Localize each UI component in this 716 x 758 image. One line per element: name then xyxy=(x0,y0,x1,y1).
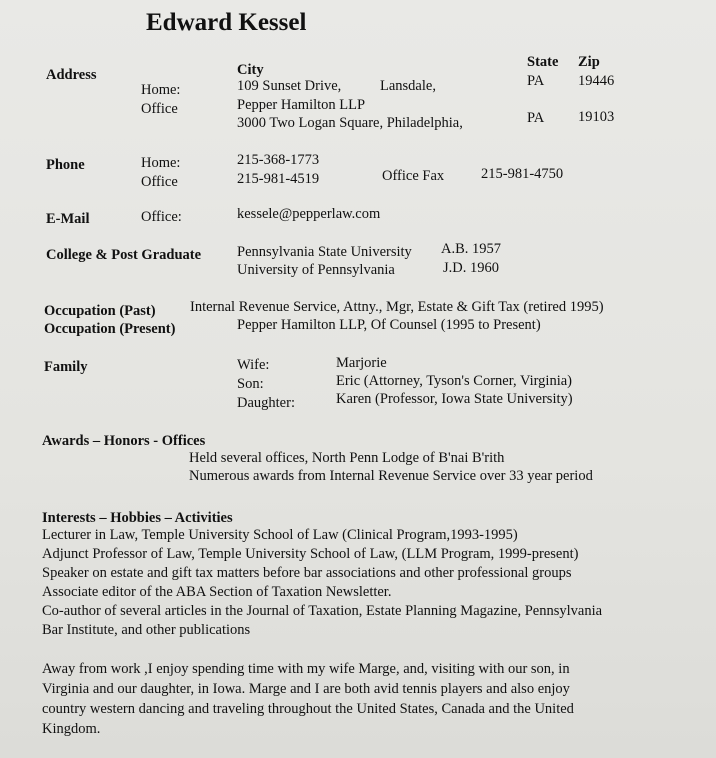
family-wife-label: Wife: xyxy=(237,357,270,373)
personal-line: Virginia and our daughter, in Iowa. Marge and I are both avid tennis players and also enjoy xyxy=(42,681,570,697)
family-wife-value: Marjorie xyxy=(336,355,387,371)
personal-line: Away from work ,I enjoy spending time with my wife Marge, and, visiting with our son, in xyxy=(42,661,570,677)
address-home-label: Home: xyxy=(141,82,181,98)
education-label: College & Post Graduate xyxy=(46,247,202,263)
address-home-zip: 19446 xyxy=(578,73,615,89)
education-school-1: Pennsylvania State University xyxy=(237,244,412,260)
address-home-city: Lansdale, xyxy=(380,78,436,94)
phone-office-number: 215-981-4519 xyxy=(237,171,320,187)
office-fax-number: 215-981-4750 xyxy=(481,166,564,182)
address-office-state: PA xyxy=(527,110,545,126)
education-degree-2: J.D. 1960 xyxy=(443,260,499,276)
family-label: Family xyxy=(44,359,88,375)
family-son-value: Eric (Attorney, Tyson's Corner, Virginia) xyxy=(336,373,573,389)
interests-line: Co-author of several articles in the Journal of Taxation, Estate Planning Magazine, Pennsylvania xyxy=(42,603,603,619)
email-address: kessele@pepperlaw.com xyxy=(237,206,381,222)
interests-line: Associate editor of the ABA Section of Taxation Newsletter. xyxy=(42,584,392,600)
phone-home-number: 215-368-1773 xyxy=(237,152,320,168)
personal-line: country western dancing and traveling throughout the United States, Canada and the United xyxy=(42,701,574,717)
zip-column-header: Zip xyxy=(578,54,600,70)
address-home-street: 109 Sunset Drive, xyxy=(237,78,342,94)
interests-line: Adjunct Professor of Law, Temple University School of Law, (LLM Program, 1999-present) xyxy=(42,546,579,562)
occupation-past-value: Internal Revenue Service, Attny., Mgr, Estate & Gift Tax (retired 1995) xyxy=(190,299,604,315)
address-office-label: Office xyxy=(141,101,178,117)
interests-line: Bar Institute, and other publications xyxy=(42,622,251,638)
awards-line-2: Numerous awards from Internal Revenue Service over 33 year period xyxy=(189,468,593,484)
interests-line: Speaker on estate and gift tax matters before bar associations and other professional groups xyxy=(42,565,572,581)
education-school-2: University of Pennsylvania xyxy=(237,262,395,278)
occupation-present-value: Pepper Hamilton LLP, Of Counsel (1995 to Present) xyxy=(237,317,541,333)
personal-line: Kingdom. xyxy=(42,721,101,737)
family-daughter-label: Daughter: xyxy=(237,395,295,411)
awards-line-1: Held several offices, North Penn Lodge of B'nai B'rith xyxy=(189,450,505,466)
awards-heading: Awards – Honors - Offices xyxy=(42,433,206,449)
occupation-past-label: Occupation (Past) xyxy=(44,303,156,319)
address-office-zip: 19103 xyxy=(578,109,615,125)
phone-label: Phone xyxy=(46,157,85,173)
occupation-present-label: Occupation (Present) xyxy=(44,321,176,337)
personal-paragraph xyxy=(42,659,710,739)
state-column-header: State xyxy=(527,54,559,70)
phone-office-label: Office xyxy=(141,174,178,190)
city-column-header: City xyxy=(237,62,264,78)
address-office-line1: Pepper Hamilton LLP xyxy=(237,97,366,113)
email-label: E-Mail xyxy=(46,211,90,227)
phone-home-label: Home: xyxy=(141,155,181,171)
email-office-label: Office: xyxy=(141,209,182,225)
address-label: Address xyxy=(46,67,97,83)
family-son-label: Son: xyxy=(237,376,264,392)
office-fax-label: Office Fax xyxy=(382,168,445,184)
education-degree-1: A.B. 1957 xyxy=(441,241,502,257)
address-home-state: PA xyxy=(527,73,545,89)
address-office-line2: 3000 Two Logan Square, Philadelphia, xyxy=(237,115,463,131)
interests-heading: Interests – Hobbies – Activities xyxy=(42,510,233,526)
person-name: Edward Kessel xyxy=(146,9,307,36)
interests-line: Lecturer in Law, Temple University School of Law (Clinical Program,1993-1995) xyxy=(42,527,518,543)
family-daughter-value: Karen (Professor, Iowa State University) xyxy=(336,391,573,407)
interests-list xyxy=(42,526,710,640)
